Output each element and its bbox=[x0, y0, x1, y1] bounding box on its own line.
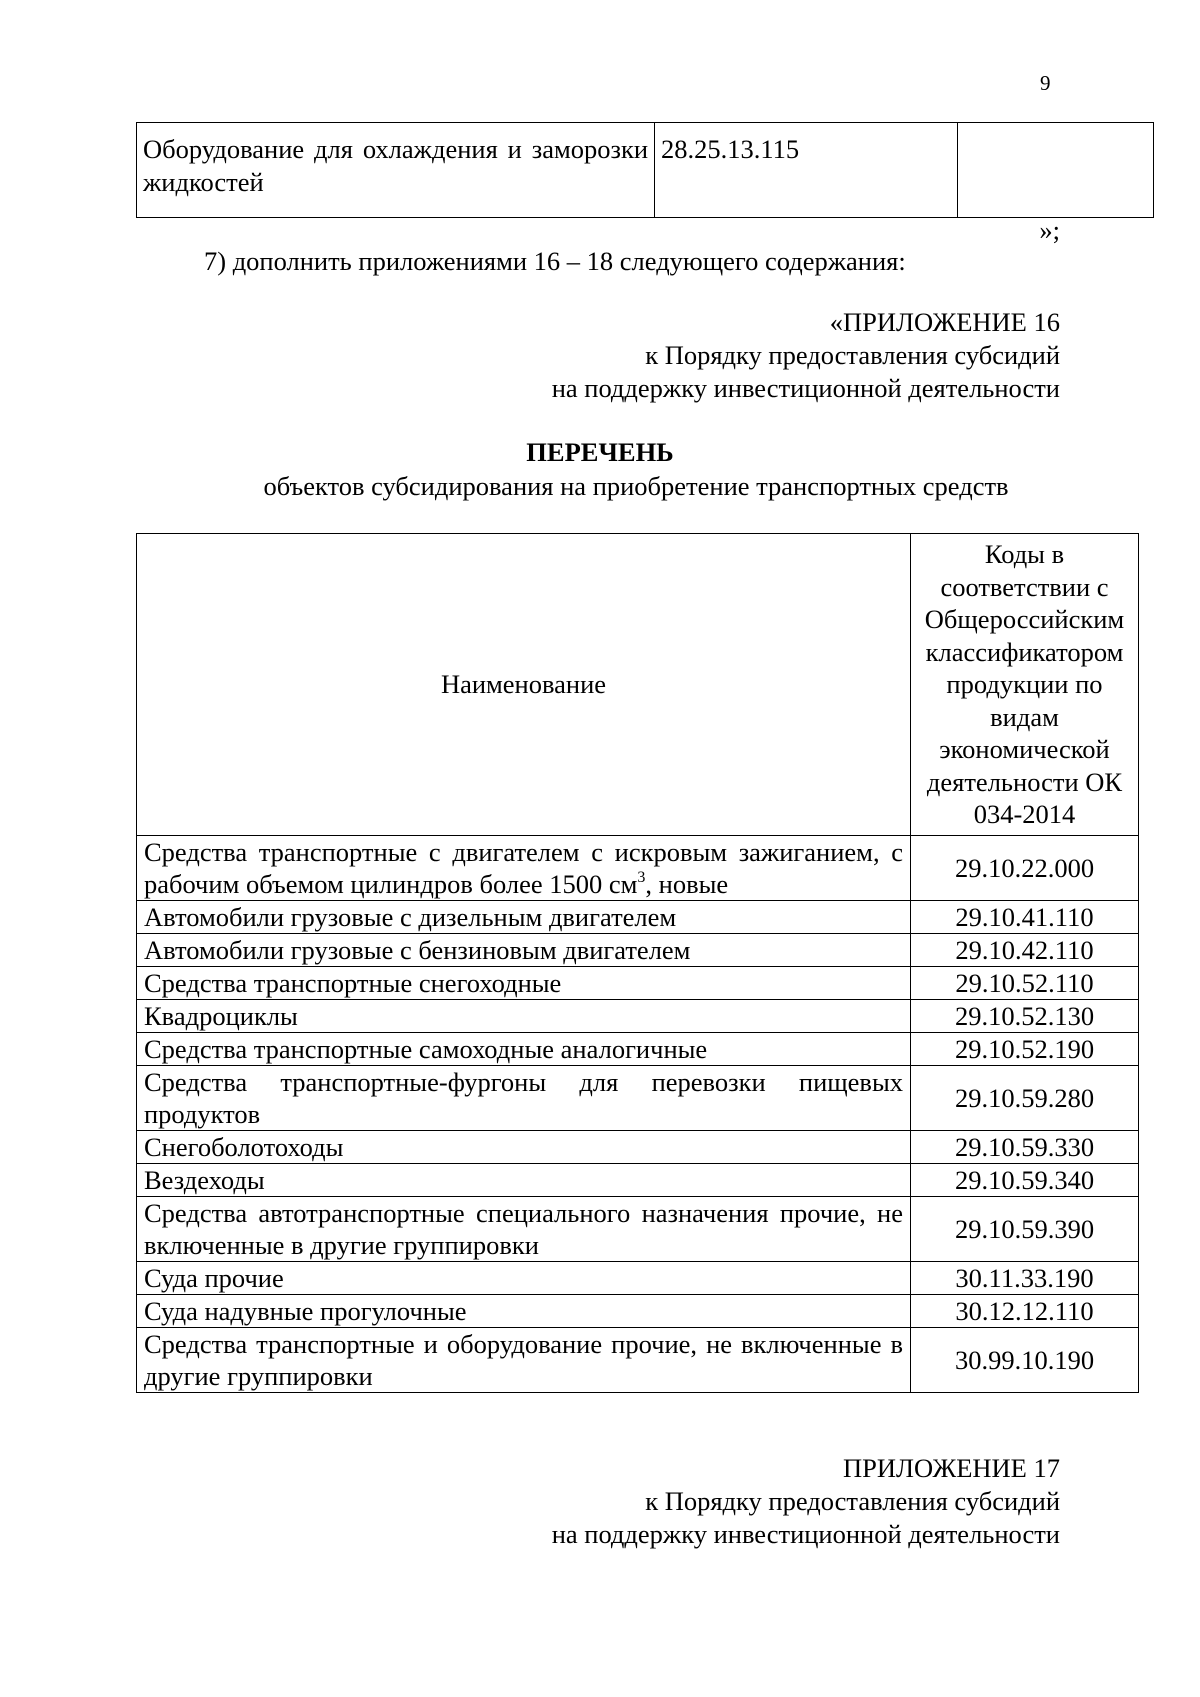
table-row bbox=[137, 900, 1139, 933]
row-code: 29.10.52.190 bbox=[911, 1032, 1139, 1065]
row-code: 29.10.52.130 bbox=[911, 999, 1139, 1032]
table-row bbox=[137, 1130, 1139, 1163]
table-row bbox=[137, 1065, 1139, 1130]
row-code: 30.99.10.190 bbox=[911, 1327, 1139, 1392]
closing-quote: »; bbox=[1039, 215, 1060, 245]
table-row bbox=[137, 1163, 1139, 1196]
annex-17-header bbox=[552, 1452, 1060, 1551]
row-code: 29.10.59.330 bbox=[911, 1130, 1139, 1163]
table-row bbox=[137, 123, 1154, 218]
superscript: 3 bbox=[637, 868, 646, 886]
row-name: Средства транспортные снегоходные bbox=[137, 966, 911, 999]
row-name: Автомобили грузовые с дизельным двигателем bbox=[137, 900, 911, 933]
table-row bbox=[137, 1261, 1139, 1294]
annex-line: на поддержку инвестиционной деятельности bbox=[551, 373, 1060, 403]
vehicles-table bbox=[136, 533, 1139, 1393]
row-code: 29.10.59.280 bbox=[911, 1065, 1139, 1130]
equipment-name-cell: Оборудование для охлаждения и заморозки жидкостей bbox=[137, 123, 655, 218]
row-name: Средства транспортные-фургоны для перевозки пищевых продуктов bbox=[137, 1065, 911, 1130]
annex-line: на поддержку инвестиционной деятельности bbox=[551, 1519, 1060, 1549]
annex-line: к Порядку предоставления субсидий bbox=[645, 340, 1060, 370]
row-name: Средства автотранспортные специального назначения прочие, не включенные в другие группировки bbox=[137, 1196, 911, 1261]
annex-16-header bbox=[552, 306, 1060, 405]
list-subtitle: объектов субсидирования на приобретение транспортных средств bbox=[263, 471, 1009, 501]
annex-line: к Порядку предоставления субсидий bbox=[645, 1486, 1060, 1516]
row-code: 29.10.41.110 bbox=[911, 900, 1139, 933]
row-code: 29.10.22.000 bbox=[911, 835, 1139, 900]
equipment-code-cell: 28.25.13.115 bbox=[655, 123, 958, 218]
row-code: 29.10.52.110 bbox=[911, 966, 1139, 999]
table-row bbox=[137, 933, 1139, 966]
table-row bbox=[137, 966, 1139, 999]
empty-cell bbox=[958, 123, 1154, 218]
page-number: 9 bbox=[1040, 71, 1051, 95]
amendment-instruction: 7) дополнить приложениями 16 – 18 следующего содержания: bbox=[204, 246, 906, 276]
row-code: 30.11.33.190 bbox=[911, 1261, 1139, 1294]
row-name: Снегоболотоходы bbox=[137, 1130, 911, 1163]
row-name: Автомобили грузовые с бензиновым двигателем bbox=[137, 933, 911, 966]
row-name: Вездеходы bbox=[137, 1163, 911, 1196]
row-name-text: , новые bbox=[645, 868, 729, 899]
row-name bbox=[137, 835, 911, 900]
row-name-text: Средства транспортные с двигателем с искровым зажиганием, с рабочим объемом цилиндров более 1500 см bbox=[144, 836, 903, 899]
table-row bbox=[137, 835, 1139, 900]
row-name: Средства транспортные и оборудование прочие, не включенные в другие группировки bbox=[137, 1327, 911, 1392]
row-code: 30.12.12.110 bbox=[911, 1294, 1139, 1327]
row-name: Суда надувные прогулочные bbox=[137, 1294, 911, 1327]
row-code: 29.10.59.390 bbox=[911, 1196, 1139, 1261]
row-code: 29.10.42.110 bbox=[911, 933, 1139, 966]
annex-title: ПРИЛОЖЕНИЕ 17 bbox=[843, 1453, 1060, 1483]
table-header-row bbox=[137, 534, 1139, 836]
row-code: 29.10.59.340 bbox=[911, 1163, 1139, 1196]
row-name: Суда прочие bbox=[137, 1261, 911, 1294]
continuation-table bbox=[136, 122, 1154, 218]
row-name: Квадроциклы bbox=[137, 999, 911, 1032]
table-row bbox=[137, 1327, 1139, 1392]
table-row bbox=[137, 999, 1139, 1032]
annex-title: «ПРИЛОЖЕНИЕ 16 bbox=[829, 307, 1060, 337]
row-name: Средства транспортные самоходные аналогичные bbox=[137, 1032, 911, 1065]
list-title: ПЕРЕЧЕНЬ bbox=[526, 437, 674, 467]
table-row bbox=[137, 1196, 1139, 1261]
table-row bbox=[137, 1294, 1139, 1327]
table-row bbox=[137, 1032, 1139, 1065]
column-header-name: Наименование bbox=[137, 534, 911, 836]
column-header-code: Коды в соответствии с Общероссийским классификатором продукции по видам экономической деятельности ОК 034-2014 bbox=[911, 534, 1139, 836]
